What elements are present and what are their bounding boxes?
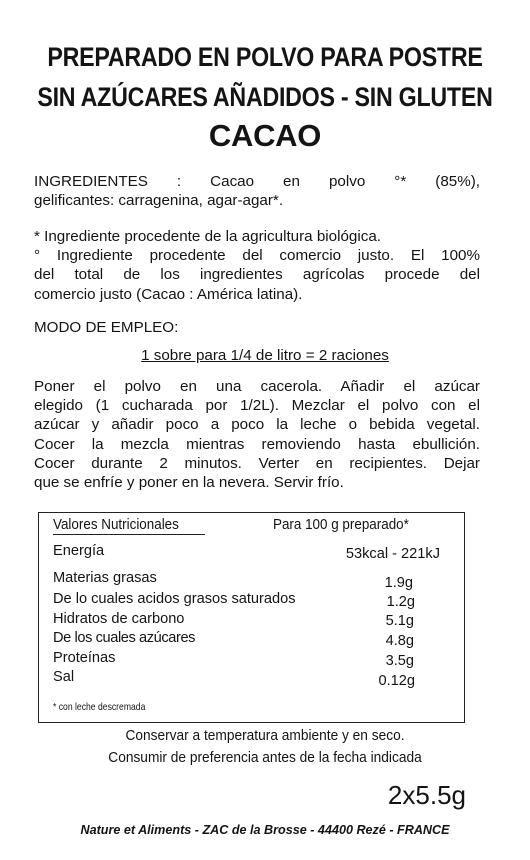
nutrient-label: Materias grasas [53,570,157,586]
storage-instructions: Conservar a temperatura ambiente y en seco. [125,728,405,744]
portion-text: 1 sobre para 1/4 de litro = 2 raciones [141,347,389,364]
instruction-line: Poner el polvo en una cacerola. Añadir el azúcar [34,378,480,395]
nutrient-label: De los cuales azúcares [53,630,196,646]
fairtrade-note: comercio justo (Cacao : América latina). [34,285,303,303]
portion-info [0,347,530,364]
nutrient-label: Sal [53,669,75,685]
nutrient-value: 5.1g [385,613,414,629]
instruction-line: azúcar y añadir poco a poco la leche o bebida vegetal. [34,416,480,434]
nutrient-value: 3.5g [385,653,414,669]
fairtrade-note: ° Ingrediente procedente del comercio justo. El 100% [34,247,480,265]
nutrient-value: 4.8g [385,633,414,649]
best-before-note: Consumir de preferencia antes de la fecha indicada [108,750,422,766]
energy-value: 53kcal - 221kJ [345,546,440,562]
usage-heading: MODO DE EMPLEO: [34,319,179,336]
organic-note: * Ingrediente procedente de la agricultura biológica. [34,228,382,245]
instruction-line: elegido (1 cucharada por 1/2L). Mezclar el polvo con el [34,397,480,415]
instruction-line: que se enfríe y poner en la nevera. Servir frío. [34,474,344,492]
product-title-line2: SIN AZÚCARES AÑADIDOS - SIN GLUTEN [37,82,493,112]
ingredients-line: gelificantes: carragenina, agar-agar*. [34,192,284,210]
nutrient-label: De lo cuales acidos grasos saturados [53,591,296,607]
ingredients-line: INGREDIENTES : Cacao en polvo °* (85%), [34,173,480,190]
instruction-line: Cocer durante 2 minutos. Verter en recipientes. Dejar [34,454,480,472]
nutrient-value: 0.12g [378,673,415,689]
product-flavor: CACAO [208,118,322,153]
nutrient-label: Hidratos de carbono [53,611,185,627]
nutrition-table [38,512,465,723]
net-weight: 2x5.5g [387,780,466,810]
energy-label: Energía [53,543,105,559]
nutrition-header-label: Valores Nutricionales [53,517,179,533]
usage-instructions [34,377,480,492]
nutrient-value: 1.9g [384,575,413,591]
fairtrade-note: del total de los ingredientes agrícolas procede del [34,266,480,284]
ingredient-notes [34,227,480,304]
company-address: Nature et Aliments - ZAC de la Brosse - 44400 Rezé - FRANCE [80,823,450,837]
nutrition-header-value: Para 100 g preparado* [273,517,409,533]
ingredients-block [34,172,480,210]
product-title-line1: PREPARADO EN POLVO PARA POSTRE [47,42,483,72]
nutrition-footnote: * con leche descremada [53,701,146,713]
instruction-line: Cocer la mezcla mientras removiendo hasta ebullición. [34,435,480,453]
header-underline [53,534,205,535]
nutrient-label: Proteínas [53,650,116,666]
nutrient-value: 1.2g [386,594,415,610]
